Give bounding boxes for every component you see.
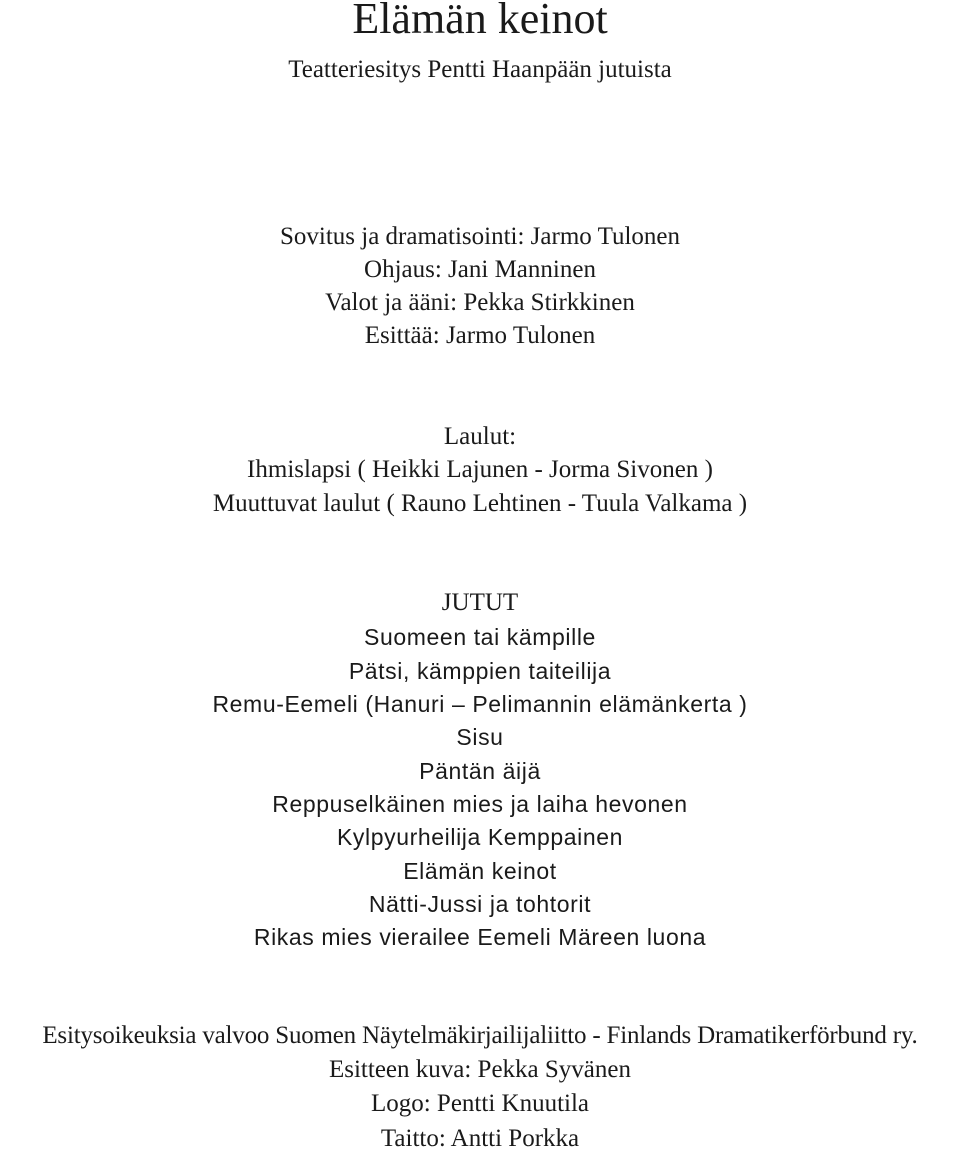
footer-layout-credit: Taitto: Antti Porkka — [380, 1125, 580, 1152]
story-item: Rikas mies vierailee Eemeli Märeen luona — [253, 924, 707, 950]
story-item: Päntän äijä — [419, 758, 541, 784]
songs-heading: Laulut: — [443, 423, 517, 450]
credit-line: Sovitus ja dramatisointi: Jarmo Tulonen — [279, 223, 680, 250]
credit-line: Valot ja ääni: Pekka Stirkkinen — [325, 289, 635, 316]
story-item: Remu-Eemeli (Hanuri – Pelimannin elämänkerta ) — [212, 691, 748, 717]
story-item: Kylpyurheilija Kemppainen — [336, 824, 624, 850]
song-item: Muuttuvat laulut ( Rauno Lehtinen - Tuula Valkama ) — [212, 490, 748, 517]
story-item: Nätti-Jussi ja tohtorit — [368, 891, 592, 917]
credit-line: Ohjaus: Jani Manninen — [364, 256, 596, 283]
story-item: Reppuselkäinen mies ja laiha hevonen — [272, 791, 688, 817]
story-item: Pätsi, kämppien taiteilija — [348, 658, 612, 684]
footer-rights: Esitysoikeuksia valvoo Suomen Näytelmäkirjailijaliitto - Finlands Dramatikerförbund ry. — [42, 1022, 918, 1049]
story-item: Elämän keinot — [403, 858, 557, 884]
story-item: Suomeen tai kämpille — [364, 624, 596, 650]
credit-line: Esittää: Jarmo Tulonen — [364, 322, 596, 349]
footer-photo-credit: Esitteen kuva: Pekka Syvänen — [328, 1056, 631, 1083]
story-item: Sisu — [456, 724, 504, 750]
page-title: Elämän keinot — [352, 0, 608, 43]
page-subtitle: Teatteriesitys Pentti Haanpään jutuista — [288, 56, 672, 83]
footer-logo-credit: Logo: Pentti Knuutila — [370, 1090, 590, 1117]
song-item: Ihmislapsi ( Heikki Lajunen - Jorma Sivonen ) — [247, 456, 713, 483]
stories-heading: JUTUT — [441, 589, 519, 616]
